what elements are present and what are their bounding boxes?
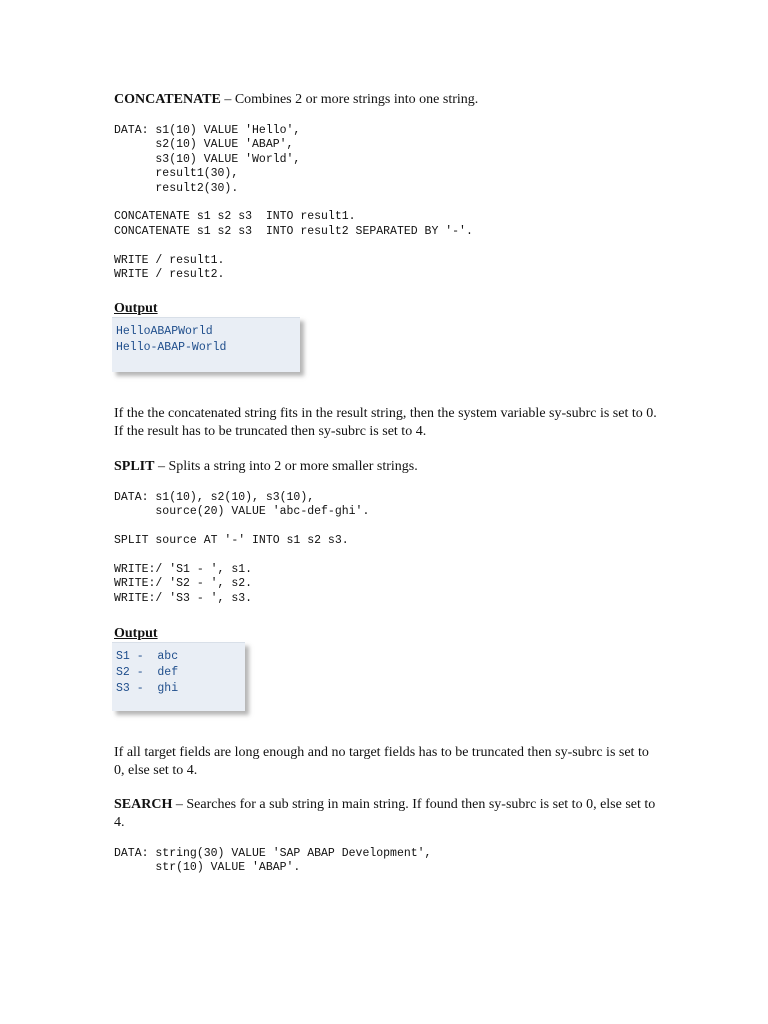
concatenate-heading (114, 91, 478, 109)
concatenate-description: – Combines 2 or more strings into one string. (220, 92, 479, 107)
split-heading (114, 458, 418, 476)
split-note: If all target fields are long enough and no target fields has to be truncated then sy-subrc is set to 0, else set to 4. (114, 745, 649, 778)
split-description: – Splits a string into 2 or more smaller strings. (154, 459, 418, 474)
split-term: SPLIT (114, 459, 155, 474)
search-term: SEARCH (114, 797, 173, 812)
split-output-text: S1 - abc S2 - def S3 - ghi (116, 650, 179, 695)
concatenate-term: CONCATENATE (114, 92, 221, 107)
concatenate-code-block: DATA: s1(10) VALUE 'Hello', s2(10) VALUE 'ABAP', s3(10) VALUE 'World', result1(30), result2(30). CONCATENATE s1 s2 s3 INTO result1. CONCATENATE s1 s2 s3 INTO result2 SEPARATED BY '-'. WRITE / result1. WRITE / result2. (114, 124, 473, 282)
concatenate-note: If the the concatenated string fits in the result string, then the system variable sy-subrc is set to 0. If the result has to be truncated then sy-subrc is set to 4. (114, 406, 657, 439)
concatenate-output-box (112, 317, 300, 372)
search-code-block: DATA: string(30) VALUE 'SAP ABAP Development', str(10) VALUE 'ABAP'. (114, 847, 432, 875)
concatenate-output-label: Output (114, 301, 158, 316)
search-heading (114, 796, 662, 832)
search-description: – Searches for a sub string in main string. If found then sy-subrc is set to 0, else set to 4. (114, 797, 656, 830)
split-output-box (112, 642, 245, 711)
split-output-label: Output (114, 626, 158, 641)
concatenate-output-text: HelloABAPWorld Hello-ABAP-World (116, 325, 227, 354)
split-code-block: DATA: s1(10), s2(10), s3(10), source(20) VALUE 'abc-def-ghi'. SPLIT source AT '-' INTO s1 s2 s3. WRITE:/ 'S1 - ', s1. WRITE:/ 'S2 - ', s2. WRITE:/ 'S3 - ', s3. (114, 491, 370, 605)
